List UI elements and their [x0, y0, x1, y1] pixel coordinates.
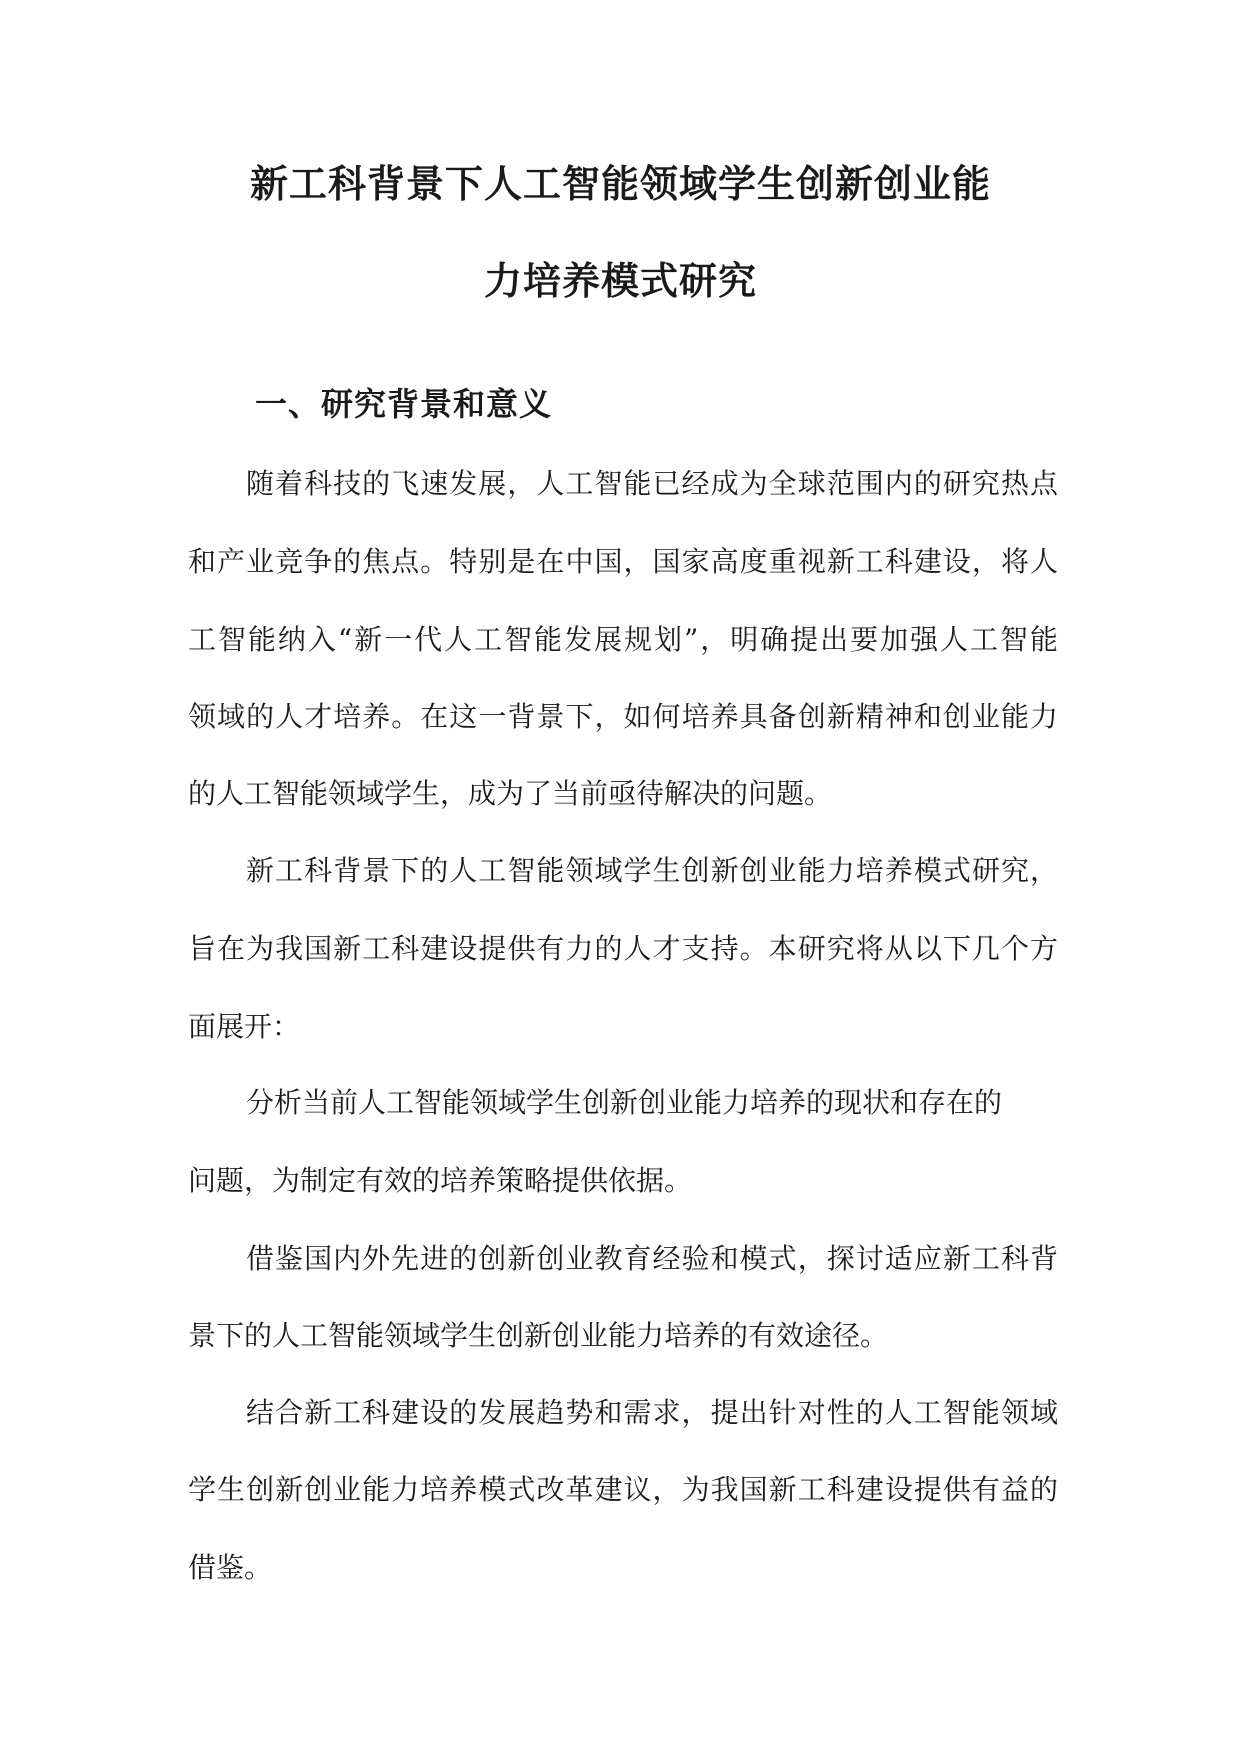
paragraph-5-line-1: 结合新工科建设的发展趋势和需求，提出针对性的人工智能领域 [246, 1396, 1058, 1429]
paragraph-1-line-3: 工智能纳入“新一代人工智能发展规划”，明确提出要加强人工智能 [188, 623, 1058, 656]
paragraph-2-line-1: 新工科背景下的人工智能领域学生创新创业能力培养模式研究， [246, 854, 1058, 887]
paragraph-5-line-3: 借鉴。 [188, 1551, 273, 1584]
paragraph-1-line-4: 领域的人才培养。在这一背景下，如何培养具备创新精神和创业能力 [188, 700, 1058, 733]
paragraph-3-line-2: 问题，为制定有效的培养策略提供依据。 [188, 1164, 693, 1197]
paragraph-5-line-2: 学生创新创业能力培养模式改革建议，为我国新工科建设提供有益的 [188, 1473, 1058, 1506]
paragraph-1-line-1: 随着科技的飞速发展，人工智能已经成为全球范围内的研究热点 [246, 467, 1058, 500]
paragraph-2-line-2: 旨在为我国新工科建设提供有力的人才支持。本研究将从以下几个方 [188, 932, 1058, 965]
document-title-line-2: 力培养模式研究 [483, 258, 757, 303]
paragraph-1-line-2: 和产业竞争的焦点。特别是在中国，国家高度重视新工科建设，将人 [188, 545, 1058, 578]
paragraph-4-line-1: 借鉴国内外先进的创新创业教育经验和模式，探讨适应新工科背 [246, 1242, 1058, 1275]
document-title-line-1: 新工科背景下人工智能领域学生创新创业能 [249, 161, 991, 206]
paragraph-3-line-1: 分析当前人工智能领域学生创新创业能力培养的现状和存在的 [246, 1086, 1003, 1119]
section-heading: 一、研究背景和意义 [255, 385, 553, 423]
paragraph-1-line-5: 的人工智能领域学生，成为了当前亟待解决的问题。 [188, 777, 833, 810]
paragraph-4-line-2: 景下的人工智能领域学生创新创业能力培养的有效途径。 [188, 1319, 889, 1352]
paragraph-2-line-3: 面展开： [188, 1010, 301, 1043]
